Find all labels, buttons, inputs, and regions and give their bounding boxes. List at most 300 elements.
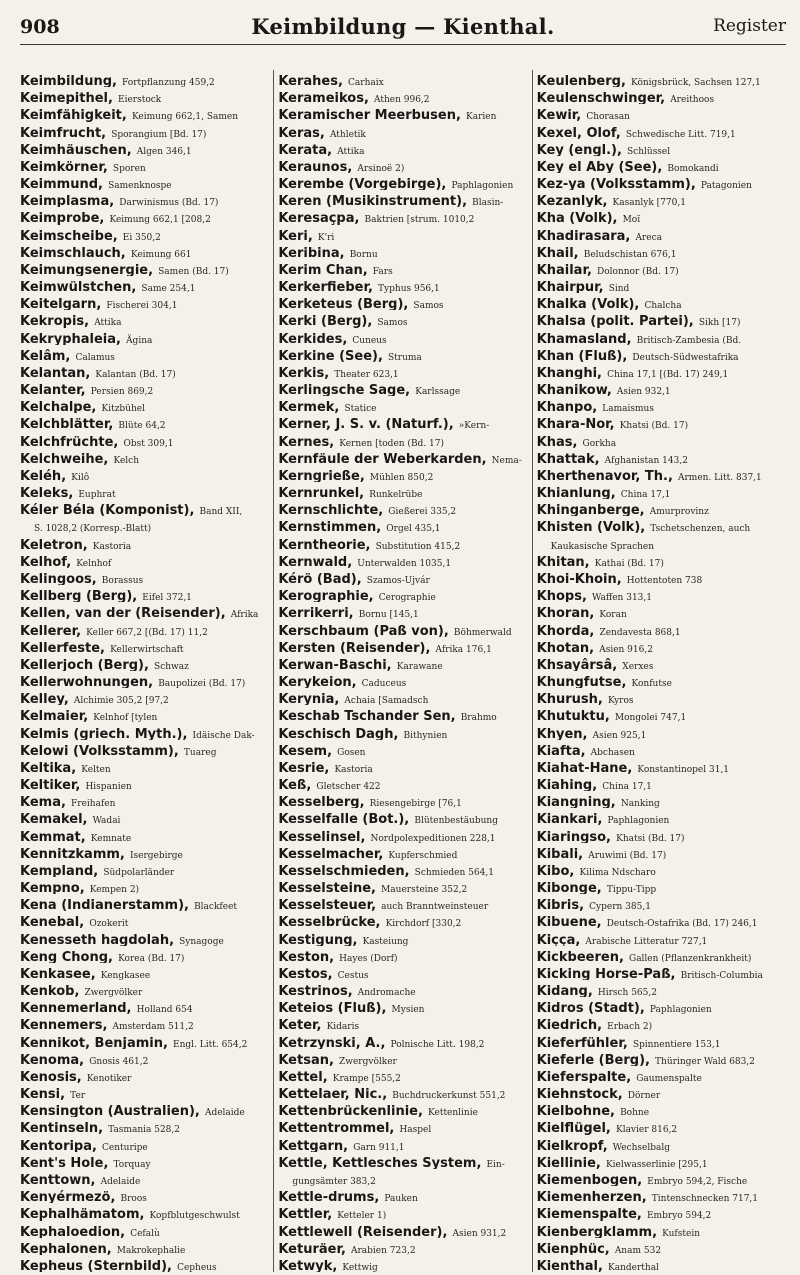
entry-reference: Sporangium [Bd. 17) [111, 129, 207, 139]
entry-reference: Embryo 594,2 [646, 1211, 712, 1221]
index-entry [20, 122, 269, 139]
entry-reference: Anam 532 [614, 1245, 662, 1255]
index-entry [537, 1238, 786, 1255]
index-entry [278, 946, 527, 963]
index-entry [20, 740, 269, 757]
index-entry [537, 1255, 786, 1272]
index-entry [20, 499, 269, 516]
index-entry [278, 362, 527, 379]
index-entry [20, 207, 269, 224]
entry-reference: Haspel [399, 1125, 432, 1135]
index-entry [537, 70, 786, 87]
index-entry [537, 791, 786, 808]
entry-headword: Kesem, [278, 743, 333, 757]
index-entry [278, 482, 527, 499]
index-entry [537, 1221, 786, 1238]
entry-headword: Kielkropf, [536, 1138, 608, 1152]
entry-headword: Kettle-drums, [278, 1190, 380, 1204]
entry-reference: Amurprovinz [649, 507, 709, 517]
index-entry [20, 396, 269, 413]
entry-reference: Buchdruckerkunst 551,2 [392, 1091, 506, 1101]
entry-reference: Korea (Bd. 17) [118, 953, 185, 963]
index-entry [20, 259, 269, 276]
entry-reference: Gallen (Pflanzenkrankheit) [629, 953, 752, 963]
entry-reference: Keller 667,2 [(Bd. 17) 11,2 [86, 627, 208, 637]
index-entry [20, 808, 269, 825]
entry-reference: Samenknospe [108, 181, 172, 191]
entry-headword: Khailar, [536, 262, 592, 277]
entry-reference: Nordpolexpeditionen 228,1 [370, 833, 496, 843]
entry-reference: Gosen [337, 747, 366, 757]
entry-reference: Aruwimi (Bd. 17) [588, 850, 667, 860]
index-entry [537, 139, 786, 156]
index-entry [278, 757, 527, 774]
entry-headword: Khurush, [536, 692, 603, 706]
entry-reference: Riesengebirge [76,1 [369, 799, 462, 809]
entry-headword: Kephalhämatom, [20, 1207, 145, 1221]
entry-reference: Waffen 313,1 [592, 593, 652, 603]
entry-headword: Kellerer, [20, 623, 82, 637]
entry-headword: Kieferle (Berg), [536, 1052, 650, 1066]
index-entry [278, 929, 527, 946]
entry-headword: Kettgarn, [278, 1138, 349, 1152]
entry-headword: Kibali, [536, 846, 584, 860]
entry-reference: Substitution 415,2 [375, 541, 461, 551]
entry-headword: Khalsa (polit. Partei), [536, 314, 694, 328]
index-entry [278, 413, 527, 430]
index-entry [20, 156, 269, 173]
entry-headword: Khoran, [536, 606, 595, 620]
entry-headword: Kenoma, [20, 1052, 85, 1066]
entry-headword: Keter, [278, 1018, 322, 1032]
entry-reference: Pauken [384, 1194, 418, 1204]
entry-reference: Lamaismus [602, 404, 654, 414]
entry-headword: Khitan, [536, 554, 590, 568]
index-entry [537, 1066, 786, 1083]
index-entry [537, 413, 786, 430]
entry-headword: Kempno, [20, 881, 85, 895]
index-entry [20, 362, 269, 379]
index-entry [537, 860, 786, 877]
entry-headword: Kexel, Olof, [536, 125, 621, 139]
entry-headword: Kickbeeren, [536, 949, 624, 963]
entry-headword: Kermek, [278, 400, 340, 414]
entry-reference: Thüringer Wald 683,2 [655, 1056, 755, 1066]
entry-reference: Gnosis 461,2 [89, 1056, 149, 1066]
index-entry [20, 345, 269, 362]
entry-headword: Key el Aby (See), [536, 159, 663, 174]
entry-reference: Tuareg [183, 747, 217, 757]
entry-reference: Synagoge [179, 936, 224, 946]
entry-headword: Keimmund, [20, 177, 103, 191]
entry-headword: Khadirasara, [536, 228, 631, 242]
index-entry [20, 1221, 269, 1238]
entry-reference: Mysien [391, 1005, 425, 1015]
index-entry [20, 997, 269, 1014]
index-entry [278, 1186, 527, 1203]
index-entry [537, 723, 786, 740]
entry-reference: Kopfblutgeschwulst [149, 1211, 240, 1221]
entry-reference: Kastoria [92, 541, 132, 551]
entry-reference: Borassus [101, 575, 144, 586]
page-number: 908 [20, 16, 60, 38]
index-entry [278, 602, 527, 619]
index-entry [537, 516, 786, 533]
index-entry [537, 1117, 786, 1134]
entry-headword: Khotan, [536, 640, 595, 654]
index-entry [20, 1117, 269, 1134]
entry-headword: Khorda, [536, 623, 595, 637]
entry-reference: Euphrat [78, 490, 116, 500]
entry-headword: Khanikow, [536, 383, 612, 397]
entry-headword: Kephaloedion, [20, 1224, 126, 1238]
entry-reference: Fars [372, 266, 393, 277]
index-entry [20, 894, 269, 911]
entry-reference: Kitzbühel [101, 404, 145, 414]
entry-headword: Kestigung, [278, 932, 358, 946]
entry-reference: Hottentoten 738 [626, 575, 703, 586]
entry-reference: K'ri [317, 232, 335, 242]
index-entry [20, 1238, 269, 1255]
entry-reference: Cefalù [130, 1228, 160, 1238]
entry-reference: Asien 932,1 [616, 387, 671, 397]
entry-reference: Blüte 64,2 [118, 421, 166, 431]
entry-reference: Deutsch-Südwestafrika [632, 352, 739, 362]
index-entry [20, 139, 269, 156]
index-entry [537, 826, 786, 843]
entry-headword: Kerngrieße, [278, 468, 365, 483]
index-entry [537, 637, 786, 654]
entry-reference: Britisch-Columbia [680, 970, 763, 981]
index-entry [20, 225, 269, 242]
entry-headword: Kennitzkamm, [20, 846, 125, 860]
entry-reference: Xerxes [622, 661, 654, 672]
entry-reference: Chalcha [644, 301, 682, 311]
entry-reference: Klavier 816,2 [615, 1125, 678, 1135]
entry-reference: Gletscher 422 [316, 782, 381, 792]
entry-reference: Darwinismus (Bd. 17) [119, 198, 219, 208]
entry-headword: Kettentrommel, [278, 1121, 395, 1135]
entry-reference: Ter [70, 1091, 86, 1101]
entry-headword: Keltiker, [20, 778, 81, 792]
entry-reference: Fischerei 304,1 [106, 301, 178, 311]
entry-reference: Keimung 662,1 [208,2 [109, 215, 211, 225]
entry-headword: Keimungsenergie, [20, 262, 154, 277]
entry-headword: Keletron, [20, 537, 88, 551]
entry-headword: Kiellinie, [536, 1155, 601, 1169]
index-entry [278, 276, 527, 293]
entry-headword: Kerketeus (Berg), [278, 297, 409, 311]
entry-headword: Kérö (Bad), [278, 571, 362, 586]
index-entry [20, 1169, 269, 1186]
entry-reference: Szamos-Ujvár [366, 575, 430, 586]
entry-headword: Keteios (Fluß), [278, 1001, 387, 1015]
entry-reference: Samos [413, 301, 444, 311]
page-title: Keimbildung — Kienthal. [251, 14, 555, 39]
index-entry [278, 963, 527, 980]
index-entry [278, 293, 527, 310]
index-entry [537, 465, 786, 482]
entry-reference: Achaia [Samadsch [344, 696, 429, 706]
entry-reference: Areca [635, 232, 662, 242]
index-entry [278, 499, 527, 516]
entry-headword: Keri, [278, 228, 313, 242]
entry-reference: Cuneus [352, 335, 387, 345]
index-entry [537, 757, 786, 774]
entry-headword: Keimfrucht, [20, 125, 107, 139]
entry-reference: Khatsi (Bd. 17) [616, 833, 685, 843]
index-entry [20, 431, 269, 448]
index-entry [278, 843, 527, 860]
entry-headword: Keulenberg, [536, 74, 626, 88]
entry-reference: Statice [344, 404, 377, 414]
entry-headword: Keleks, [20, 486, 74, 500]
index-entry [20, 860, 269, 877]
entry-headword: Kellerfeste, [20, 640, 105, 654]
entry-reference: Keimung 662,1, Samen [131, 112, 239, 122]
entry-headword: Keschab Tschander Sen, [278, 709, 456, 723]
index-entry [278, 637, 527, 654]
entry-headword: Kernwald, [278, 554, 353, 568]
entry-headword: Keturäer, [278, 1241, 346, 1255]
index-entry [20, 413, 269, 430]
entry-headword: Kerynia, [278, 692, 340, 706]
entry-headword: Khsayârsâ, [536, 657, 618, 672]
index-entry [20, 585, 269, 602]
index-columns [20, 70, 786, 1272]
index-column-3 [532, 70, 786, 1272]
entry-reference: Armen. Litt. 837,1 [678, 472, 762, 483]
index-entry [20, 929, 269, 946]
entry-headword: Keimwülstchen, [20, 280, 137, 294]
entry-headword: Kellen, van der (Reisender), [20, 606, 226, 620]
index-entry [278, 1100, 527, 1117]
entry-reference: Gießerei 335,2 [388, 507, 457, 517]
entry-reference: Zwergvölker [84, 988, 143, 998]
entry-headword: Khanghi, [536, 365, 602, 380]
index-entry [20, 516, 269, 533]
entry-reference: Ägina [126, 335, 153, 345]
entry-headword: Kerahes, [278, 74, 343, 88]
entry-headword: Kensington (Australien), [20, 1104, 200, 1118]
entry-reference: Schlüssel [627, 146, 671, 156]
index-entry [20, 757, 269, 774]
entry-headword: Kidang, [536, 984, 593, 998]
index-entry [20, 1135, 269, 1152]
entry-reference: Kielwasserlinie [295,1 [605, 1159, 708, 1169]
entry-headword: Kielbohne, [536, 1104, 615, 1118]
index-entry [537, 173, 786, 190]
entry-headword: Kiaringso, [536, 829, 611, 843]
entry-reference: Tschetschenzen, auch [650, 524, 751, 534]
entry-reference: Gaumenspalte [636, 1073, 702, 1084]
entry-headword: Kiehnstock, [536, 1087, 623, 1101]
index-entry [537, 620, 786, 637]
index-entry [20, 620, 269, 637]
index-entry [278, 70, 527, 87]
index-entry [537, 534, 786, 551]
entry-reference: Kelch [113, 455, 139, 465]
entry-headword: Kelanter, [20, 383, 86, 397]
entry-headword: Khamasland, [536, 331, 632, 345]
index-entry [20, 1100, 269, 1117]
entry-reference: Areithoos [670, 95, 715, 105]
index-entry [278, 688, 527, 705]
entry-reference: Kanderthal [608, 1262, 659, 1272]
index-entry [20, 774, 269, 791]
entry-reference: Brahmo [460, 713, 497, 723]
index-entry [278, 911, 527, 928]
entry-headword: Keimbildung, [20, 74, 117, 88]
index-entry [278, 190, 527, 207]
entry-reference: Deutsch-Ostafrika (Bd. 17) 246,1 [606, 919, 758, 929]
entry-reference: Karien [466, 112, 497, 122]
entry-reference: Wechselbalg [612, 1142, 671, 1152]
index-entry [278, 242, 527, 259]
index-entry [537, 774, 786, 791]
entry-headword: Kent's Hole, [20, 1155, 109, 1169]
entry-headword: Kemakel, [20, 812, 88, 826]
entry-headword: Ketsan, [278, 1052, 334, 1066]
index-entry [20, 104, 269, 121]
entry-headword: Keimhäuschen, [20, 142, 132, 156]
entry-reference: Broos [120, 1194, 147, 1204]
entry-reference: Garn 911,1 [353, 1142, 405, 1152]
entry-reference: Cepheus [177, 1262, 217, 1272]
entry-reference: Konstantinopel 31,1 [637, 764, 730, 775]
entry-headword: Kesrie, [278, 760, 330, 775]
entry-reference: Bohne [620, 1108, 650, 1118]
entry-reference: Hayes (Dorf) [339, 953, 398, 963]
index-entry [537, 207, 786, 224]
entry-headword: Kenosis, [20, 1069, 82, 1084]
entry-headword: Keimschlauch, [20, 245, 126, 259]
entry-headword: Kiçça, [536, 932, 581, 946]
entry-reference: Dolonnor (Bd. 17) [596, 266, 679, 277]
entry-headword: Kesselbrücke, [278, 915, 381, 929]
entry-headword: Khas, [536, 434, 578, 448]
index-column-2 [273, 70, 531, 1272]
entry-reference: Karawane [396, 661, 443, 672]
index-entry [20, 328, 269, 345]
index-entry [278, 156, 527, 173]
entry-headword: Kesselinsel, [278, 829, 366, 843]
entry-reference: Afghanistan 143,2 [604, 455, 688, 465]
entry-reference: Makrokephalie [116, 1245, 186, 1255]
entry-headword: Kewir, [536, 108, 582, 122]
entry-headword: Kerkides, [278, 331, 348, 345]
index-entry [537, 843, 786, 860]
entry-headword: Keresaçpa, [278, 211, 360, 225]
entry-headword: Kerkis, [278, 365, 330, 380]
index-entry [20, 1032, 269, 1049]
entry-reference: Chorasan [586, 112, 630, 122]
entry-reference: Beludschistan 676,1 [583, 249, 677, 259]
entry-reference: Kelten [81, 764, 111, 775]
entry-headword: Kelingoos, [20, 571, 97, 586]
entry-headword: Keimkörner, [20, 159, 108, 174]
index-entry [20, 1049, 269, 1066]
entry-reference: Moï [622, 215, 641, 225]
index-entry [278, 1066, 527, 1083]
index-entry [537, 894, 786, 911]
entry-headword: Kema, [20, 795, 66, 809]
entry-reference: Ozokerit [89, 919, 129, 929]
entry-headword: Keimplasma, [20, 194, 115, 208]
entry-reference: Paphlagonien [649, 1005, 712, 1015]
index-entry [278, 997, 527, 1014]
index-entry [278, 808, 527, 825]
index-entry [20, 688, 269, 705]
entry-headword: Kernschlichte, [278, 503, 384, 517]
entry-headword: Khisten (Volk), [536, 520, 646, 534]
index-entry [20, 705, 269, 722]
index-entry [537, 705, 786, 722]
entry-headword: Kidros (Stadt), [536, 1001, 645, 1015]
entry-headword: Kiedrich, [536, 1018, 603, 1032]
entry-headword: Kennemers, [20, 1018, 108, 1032]
entry-reference: Freihafen [71, 799, 116, 809]
entry-reference: Eierstock [118, 95, 162, 105]
index-entry [537, 345, 786, 362]
index-entry [537, 1083, 786, 1100]
entry-headword: Kerographie, [278, 589, 374, 603]
entry-headword: Kelâm, [20, 348, 71, 362]
entry-headword: Kesselfalle (Bot.), [278, 812, 410, 826]
index-entry [278, 1032, 527, 1049]
entry-headword: Kiemenherzen, [536, 1190, 647, 1204]
index-entry [537, 808, 786, 825]
index-entry [20, 911, 269, 928]
entry-reference: Bomokandi [667, 163, 719, 174]
entry-headword: Kerim Chan, [278, 262, 368, 277]
entry-headword: Khungfutse, [536, 675, 627, 689]
entry-reference: Mongolei 747,1 [614, 713, 687, 723]
entry-headword: Khoi-Khoin, [536, 571, 622, 586]
entry-headword: Kerykeion, [278, 675, 357, 689]
entry-reference: Mauersteine 352,2 [381, 885, 468, 895]
entry-reference: Nema- [491, 455, 522, 465]
entry-reference: Bithynien [403, 730, 448, 740]
entry-headword: Kettle, Kettlesches System, [278, 1155, 482, 1169]
entry-headword: Kettel, [278, 1069, 328, 1084]
index-entry [278, 122, 527, 139]
entry-headword: Keulenschwinger, [536, 91, 666, 105]
entry-reference: Paphlagonien [607, 816, 670, 826]
entry-headword: Kensi, [20, 1087, 66, 1101]
index-entry [278, 1135, 527, 1152]
index-column-1 [20, 70, 273, 1272]
entry-headword: Kernes, [278, 434, 335, 448]
index-entry [278, 894, 527, 911]
entry-reference: Böhmerwald [453, 627, 512, 637]
entry-headword: Kesselberg, [278, 795, 365, 809]
entry-reference: Königsbrück, Sachsen 127,1 [630, 78, 761, 88]
entry-headword: Kerrikerri, [278, 606, 354, 620]
index-entry [20, 1152, 269, 1169]
entry-reference: Holland 654 [136, 1005, 193, 1015]
entry-reference: Andromache [357, 988, 416, 998]
entry-reference: Carhaix [348, 78, 384, 88]
index-entry [20, 1255, 269, 1272]
entry-headword: Kibris, [536, 898, 585, 912]
entry-headword: Keimepithel, [20, 91, 113, 105]
entry-headword: Khianlung, [536, 486, 616, 500]
entry-headword: Kelmaier, [20, 709, 89, 723]
entry-headword: Kelmis (griech. Myth.), [20, 726, 188, 740]
entry-headword: Kettler, [278, 1207, 333, 1221]
entry-reference: Baupolizei (Bd. 17) [158, 679, 246, 689]
